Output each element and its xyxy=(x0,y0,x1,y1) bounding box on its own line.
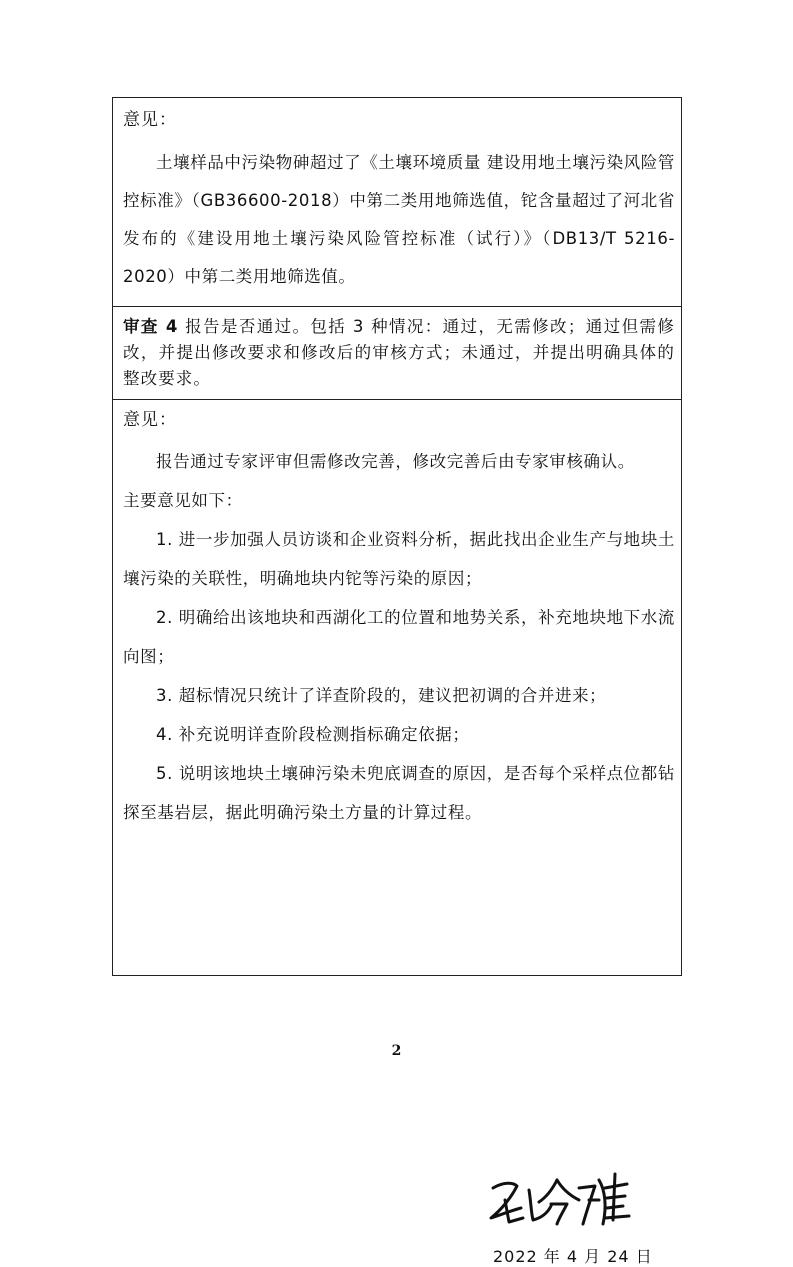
review-item-4-cell xyxy=(113,307,681,400)
opinion-label: 意见： xyxy=(123,110,177,130)
opinion-item: 3. 超标情况只统计了详查阶段的，建议把初调的合并进来； xyxy=(156,686,607,705)
opinion-cell-1 xyxy=(113,98,681,307)
main-opinions-label: 主要意见如下： xyxy=(123,491,243,510)
review-item-4-heading: 审查 4 xyxy=(123,317,179,336)
opinion-item: 1. 进一步加强人员访谈和企业资料分析，据此找出企业生产与地块土壤污染的关联性，明确地块内铊等污染的原因； xyxy=(123,530,675,588)
opinion-item: 5. 说明该地块土壤砷污染未兜底调查的原因，是否每个采样点位都钻探至基岩层，据此明确污染土方量的计算过程。 xyxy=(123,764,675,822)
opinion-cell-2 xyxy=(113,400,681,1266)
page-number: 2 xyxy=(391,1043,402,1059)
opinion-label-2: 意见： xyxy=(123,410,177,430)
review-item-4-description: 报告是否通过。包括 3 种情况：通过，无需修改；通过但需修改，并提出修改要求和修改后的审核方式；未通过，并提出明确具体的整改要求。 xyxy=(123,317,675,388)
opinion-item: 4. 补充说明详查阶段检测指标确定依据； xyxy=(156,725,470,744)
opinion-body xyxy=(123,442,675,832)
review-form-table xyxy=(112,97,682,1266)
handwritten-signature xyxy=(487,1170,637,1230)
review-item-4-text xyxy=(123,314,675,392)
opinion-paragraph: 土壤样品中污染物砷超过了《土壤环境质量 建设用地土壤污染风险管控标准》（GB36600-2018）中第二类用地筛选值，铊含量超过了河北省发布的《建设用地土壤污染风险管控标准（试行）》（DB13/T 5216-2020）中第二类用地筛选值。 xyxy=(123,153,675,286)
opinion-intro: 报告通过专家评审但需修改完善，修改完善后由专家审核确认。 xyxy=(156,452,635,471)
opinion-item: 2. 明确给出该地块和西湖化工的位置和地势关系，补充地块地下水流向图； xyxy=(123,608,675,666)
signature-date: 2022 年 4 月 24 日 xyxy=(493,1247,653,1266)
